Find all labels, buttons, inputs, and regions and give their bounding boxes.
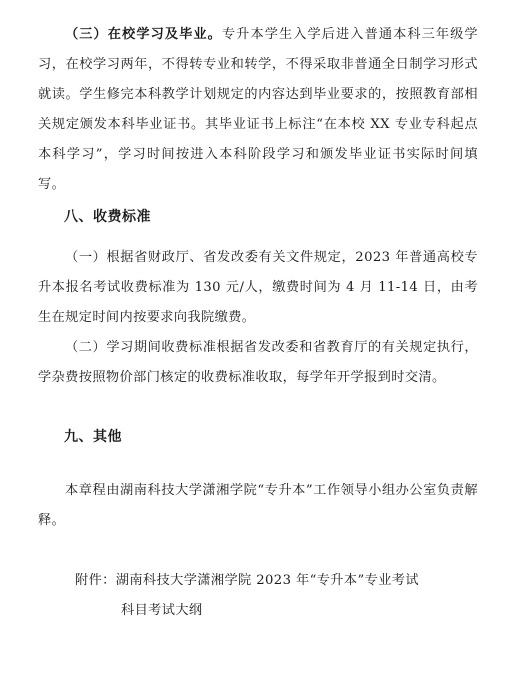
section3-body: 专升本学生入学后进入普通本科三年级学习，在校学习两年，不得转专业和转学，不得采取非普通全日制学习形式就读。学生修完本科教学计划规定的内容达到毕业要求的，按照教育部相关规定颁发本科毕业证书。其毕业证书上标注“在本校 XX 专业专科起点本科学习”，学习时间按进入本科阶段学习和颁发毕业证书实际时间填写。 <box>38 27 479 192</box>
fee-paragraph-1: （一）根据省财政厅、省发改委有关文件规定，2023 年普通高校专升本报名考试收费标准为 130 元/人，缴费时间为 4 月 11-14 日，由考生在规定时间内按要求向我院缴费。 <box>38 250 478 325</box>
attachment-line-2: 科目考试大纲 <box>121 603 203 618</box>
other-paragraph: 本章程由湖南科技大学潇湘学院“专升本”工作领导小组办公室负责解释。 <box>38 483 478 528</box>
section3-title: （三）在校学习及毕业。 <box>65 27 222 42</box>
heading-other: 九、其他 <box>64 429 122 445</box>
heading-fees: 八、收费标准 <box>64 209 151 225</box>
fee-paragraph-2: （二）学习期间收费标准根据省发改委和省教育厅的有关规定执行，学杂费按照物价部门核定的收费标准收取，每学年开学报到时交清。 <box>38 340 478 385</box>
attachment-line-1: 附件：湖南科技大学潇湘学院 2023 年“专升本”专业考试 <box>75 573 419 588</box>
section3-paragraph <box>38 20 478 200</box>
